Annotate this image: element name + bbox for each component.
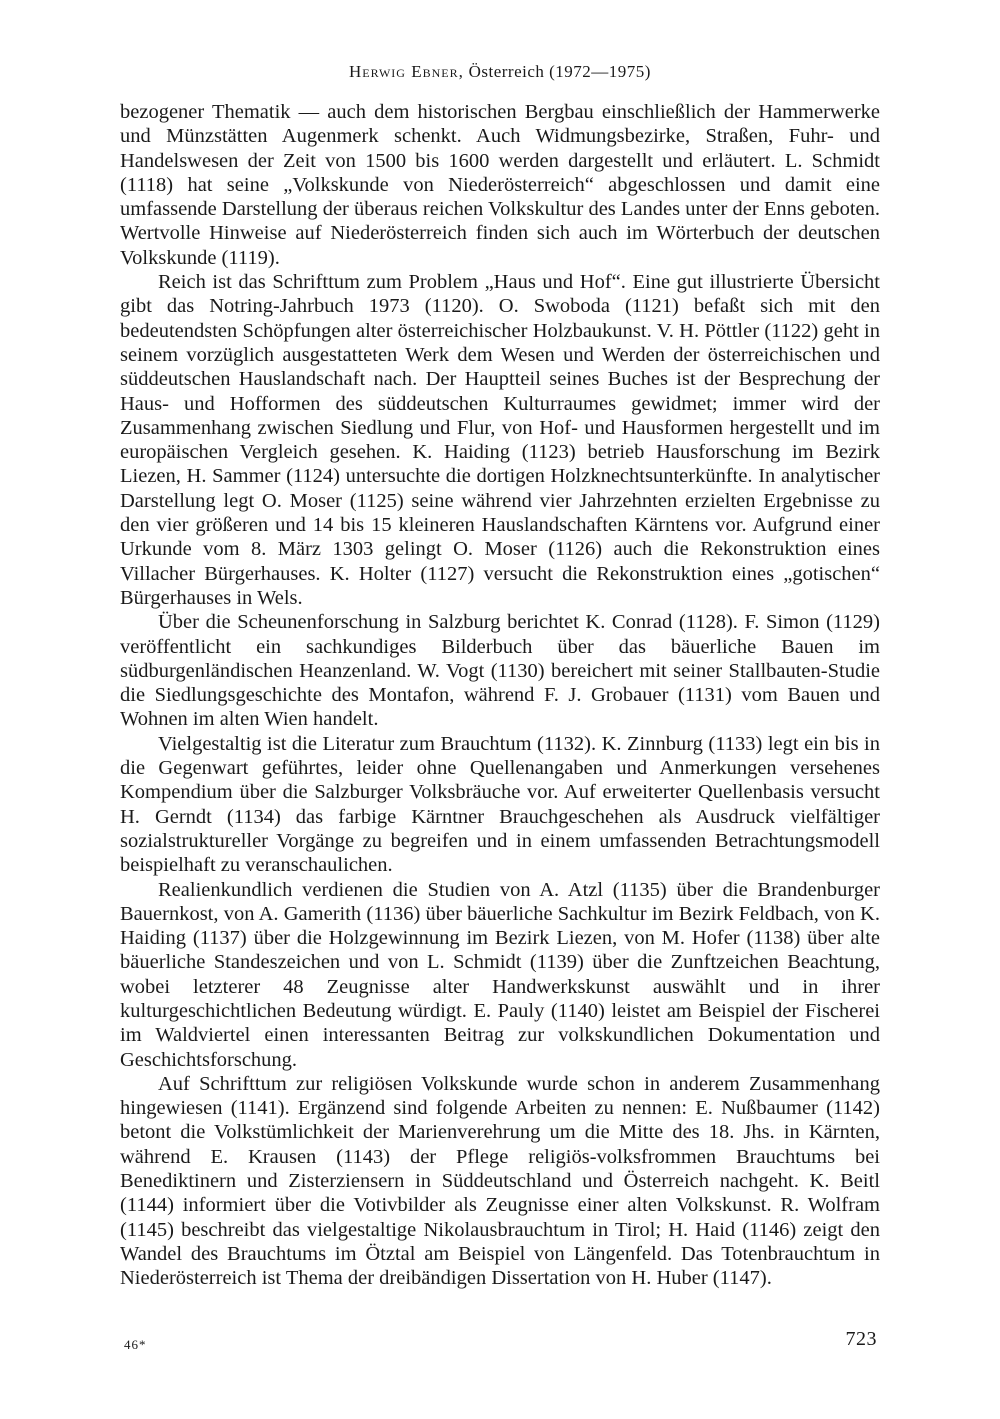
paragraph-4: Vielgestaltig ist die Literatur zum Brauchtum (1132). K. Zinnburg (1133) legt ein bis in die Gegenwart geführtes, leider ohne Quellenangaben und Anmerkungen versehenes Kompendium über die Salzburger Volksbräuche vor. Auf erweiterter Quellenbasis versucht H. Gerndt (1134) das farbige Kärntner Brauchgeschehen als Ausdruck vielfältiger sozialstruktureller Vorgänge zu begreifen und in einem umfassenden Betrachtungsmodell beispielhaft zu veranschaulichen. [120, 732, 880, 877]
body-text [120, 100, 880, 1291]
paragraph-1: bezogener Thematik — auch dem historischen Bergbau einschließlich der Hammerwerke und Münzstätten Augenmerk schenkt. Auch Widmungsbezirke, Straßen, Fuhr- und Handelswesen der Zeit von 1500 bis 1600 werden dargestellt und erläutert. L. Schmidt (1118) hat seine „Volkskunde von Niederösterreich“ abgeschlossen und damit eine umfassende Darstellung der überaus reichen Volkskultur des Landes unter der Enns geboten. Wertvolle Hinweise auf Niederösterreich finden sich auch im Wörterbuch der deutschen Volkskunde (1119). [120, 101, 880, 269]
running-head [120, 62, 880, 82]
running-head-title: Österreich (1972—1975) [463, 62, 651, 81]
paragraph-3: Über die Scheunenforschung in Salzburg berichtet K. Conrad (1128). F. Simon (1129) veröffentlicht ein sachkundiges Bilderbuch über das bäuerliche Bauen im südburgenländischen Heanzenland. W. Vogt (1130) bereichert mit seiner Stallbauten-Studie die Siedlungsgeschichte des Montafon, während F. J. Grobauer (1131) vom Bauen und Wohnen im alten Wien handelt. [120, 611, 880, 731]
running-head-author: Herwig Ebner, [349, 62, 464, 81]
page-number: 723 [845, 1328, 877, 1350]
paragraph-5: Realienkundlich verdienen die Studien von A. Atzl (1135) über die Brandenburger Bauernkost, von A. Gamerith (1136) über bäuerliche Sachkultur im Bezirk Feldbach, von K. Haiding (1137) über die Holzgewinnung im Bezirk Liezen, von M. Hofer (1138) über alte bäuerliche Standeszeichen und von L. Schmidt (1139) über die Zunftzeichen Beachtung, wobei letzterer 48 Zeugnisse alter Handwerkskunst auswählt und in ihrer kulturgeschichtlichen Bedeutung würdigt. E. Pauly (1140) leistet am Beispiel der Fischerei im Waldviertel einen interessanten Beitrag zur volkskundlichen Dokumentation und Geschichtsforschung. [120, 878, 880, 1071]
paragraph-6: Auf Schrifttum zur religiösen Volkskunde wurde schon in anderem Zusammenhang hingewiesen (1141). Ergänzend sind folgende Arbeiten zu nennen: E. Nußbaumer (1142) betont die Volkstümlichkeit der Marienverehrung um die Mitte des 18. Jhs. in Kärnten, während E. Krausen (1143) der Pflege religiös-volksfrommen Brauchtums bei Benediktinern und Zisterziensern in Süddeutschland und Österreich nachgeht. K. Beitl (1144) informiert über die Votivbilder als Zeugnisse einer alten Volkskunst. R. Wolfram (1145) beschreibt das vielgestaltige Nikolausbrauchtum in Tirol; H. Haid (1146) zeigt den Wandel des Brauchtums im Ötztal am Beispiel von Längenfeld. Das Totenbrauchtum in Niederösterreich ist Thema der dreibändigen Dissertation von H. Huber (1147). [120, 1072, 880, 1290]
signature-mark: 46* [124, 1337, 147, 1352]
paragraph-2: Reich ist das Schrifttum zum Problem „Haus und Hof“. Eine gut illustrierte Übersicht gibt das Notring-Jahrbuch 1973 (1120). O. Swoboda (1121) befaßt sich mit den bedeutendsten Schöpfungen alter österreichischer Holzbaukunst. V. H. Pöttler (1122) geht in seinem vorzüglich ausgestatteten Werk dem Wesen und Werden der österreichischen und süddeutschen Hauslandschaft nach. Der Hauptteil seines Buches ist der Besprechung der Haus- und Hofformen des süddeutschen Kulturraumes gewidmet; immer wird der Zusammenhang zwischen Siedlung und Flur, von Hof- und Hausformen hergestellt und im europäischen Vergleich gesehen. K. Haiding (1123) betrieb Hausforschung im Bezirk Liezen, H. Sammer (1124) untersuchte die dortigen Holzknechtsunterkünfte. In analytischer Darstellung legt O. Moser (1125) seine während vier Jahrzehnten erzielten Ergebnisse zu den vier größeren und 14 bis 15 kleineren Hauslandschaften Kärntens vor. Aufgrund einer Urkunde vom 8. März 1303 gelingt O. Moser (1126) auch die Rekonstruktion eines Villacher Bürgerhauses. K. Holter (1127) versucht die Rekonstruktion eines „gotischen“ Bürgerhauses in Wels. [120, 271, 880, 609]
